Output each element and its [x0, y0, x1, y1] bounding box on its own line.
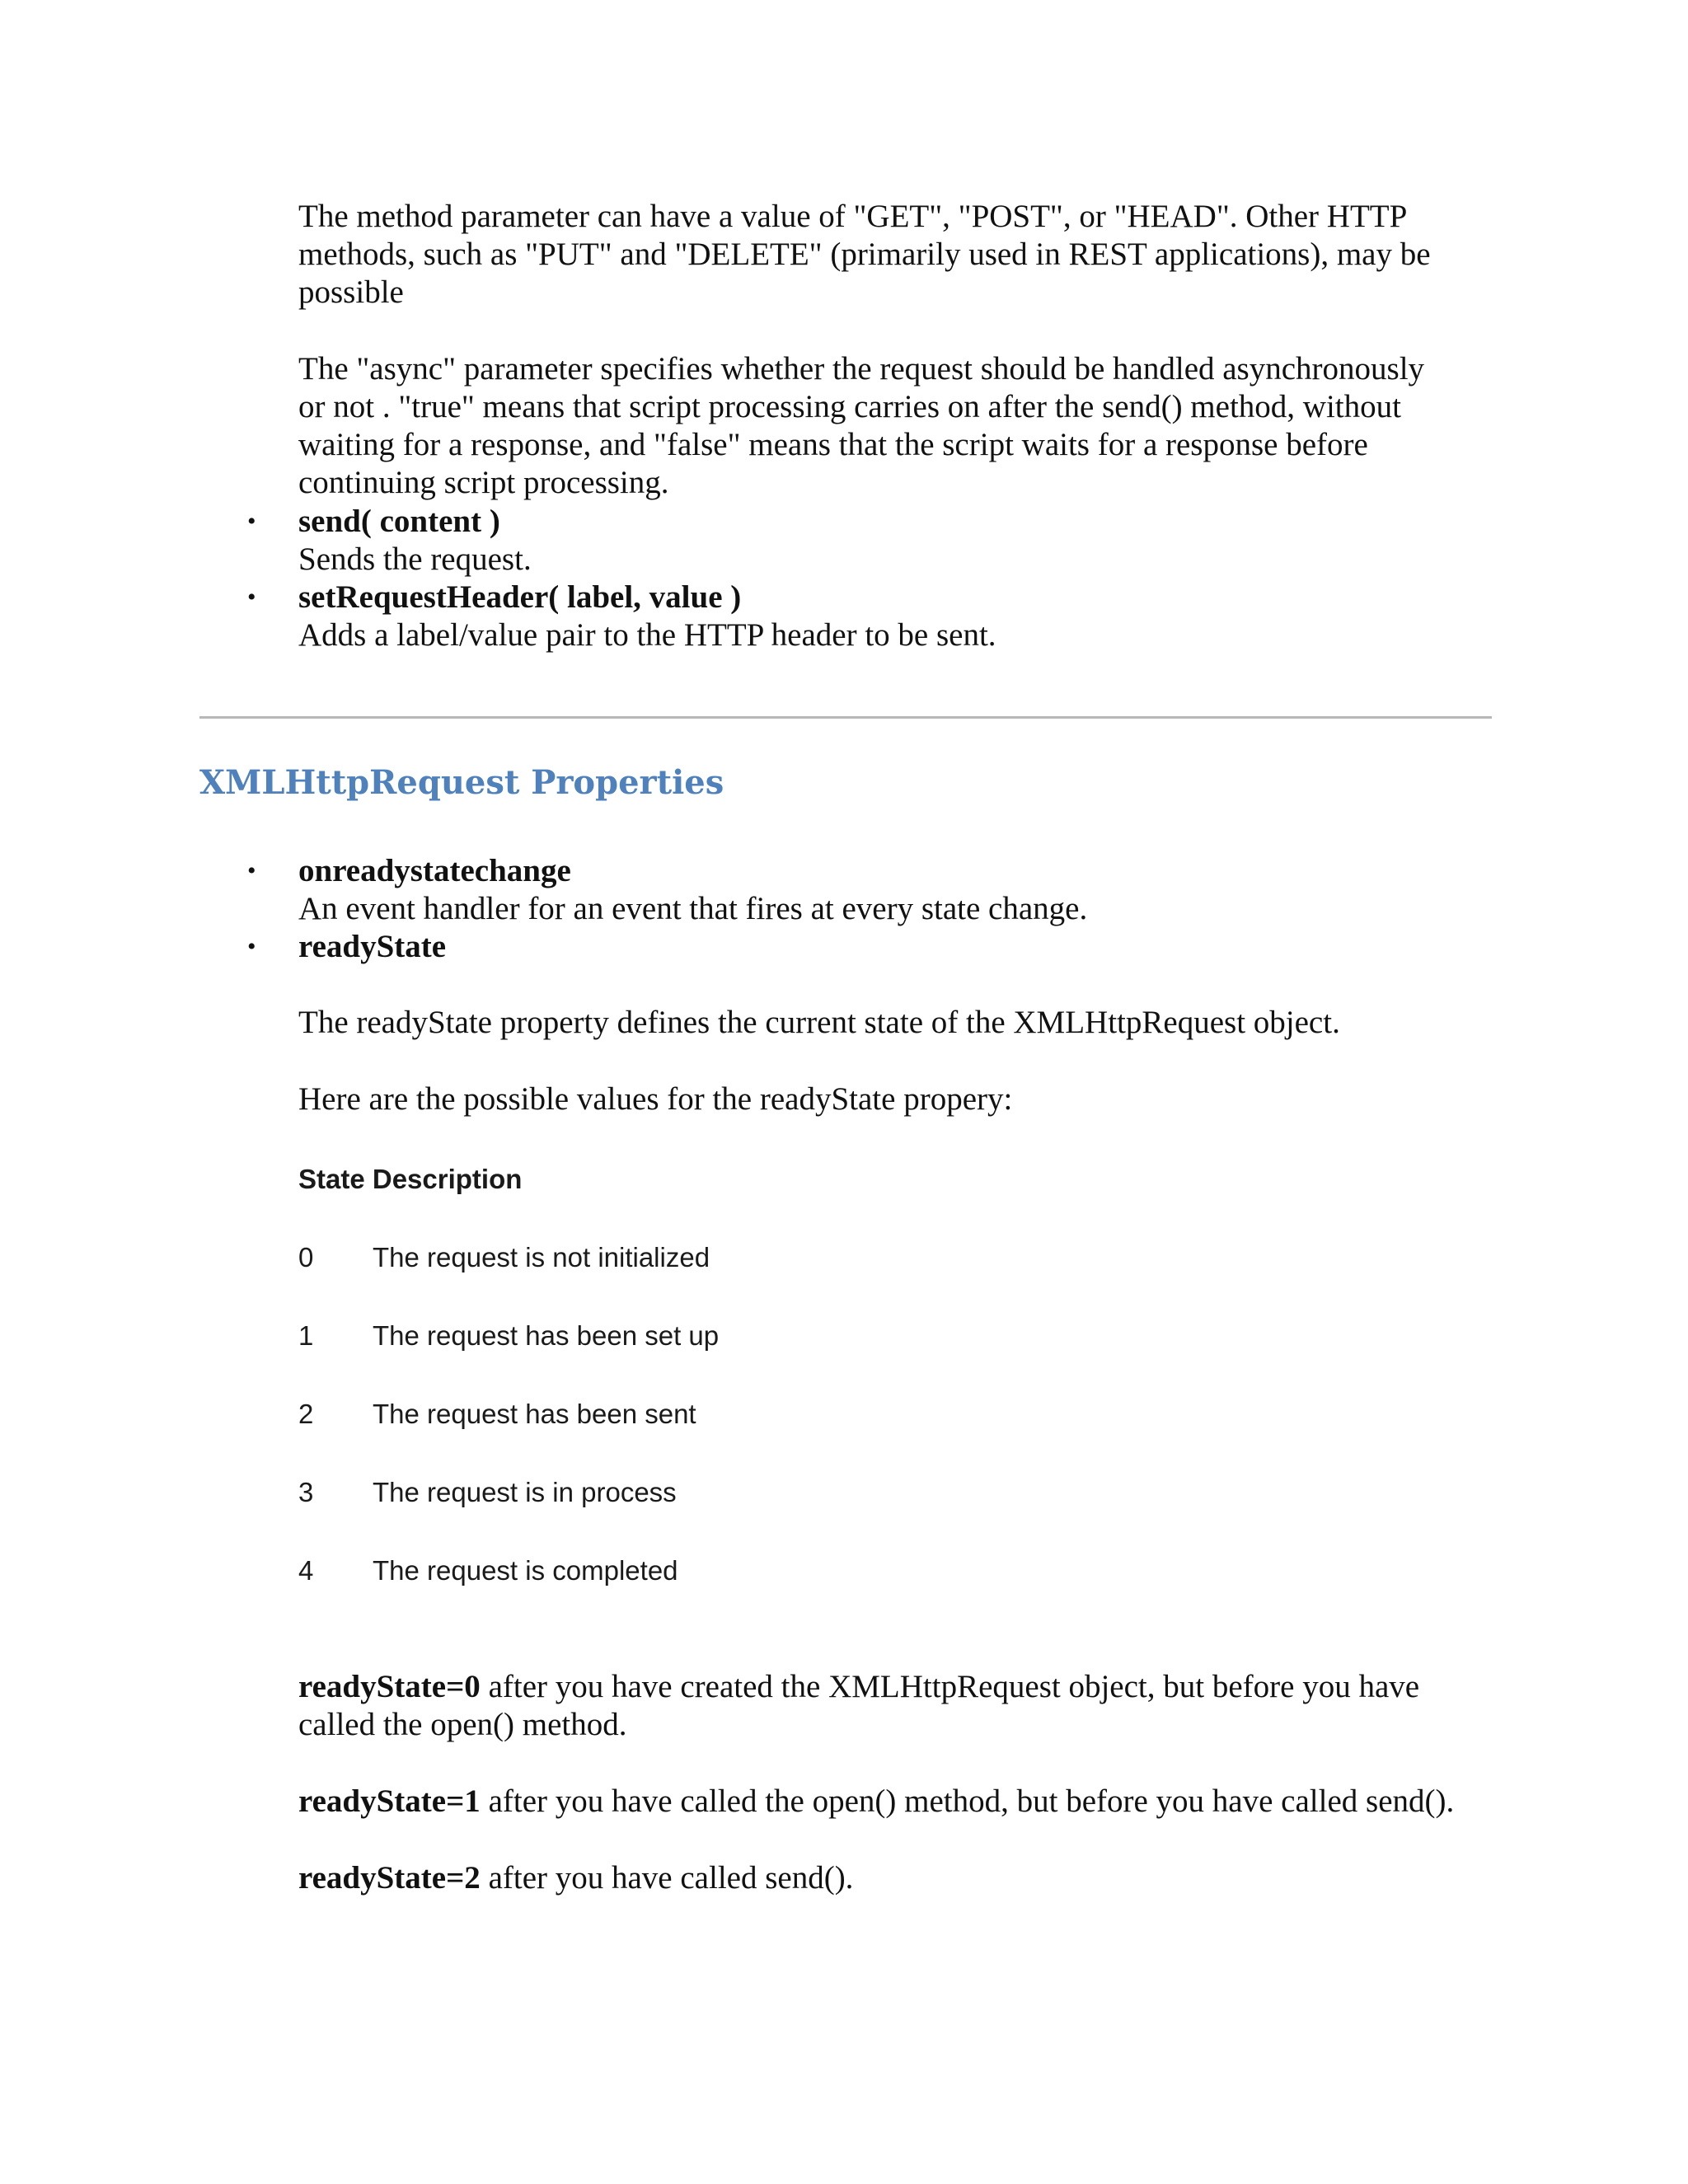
text-line: methods, such as "PUT" and "DELETE" (primarily used in REST applications), may be	[298, 237, 1431, 272]
state-value: 2	[298, 1399, 314, 1429]
readystate-1-label: readyState=1	[298, 1783, 481, 1819]
property-readystate-title: readyState	[298, 929, 447, 964]
state-description: The request has been set up	[373, 1320, 720, 1351]
text-line: continuing script processing.	[298, 465, 669, 500]
readystate-values-intro: Here are the possible values for the readyState propery:	[298, 1081, 1013, 1117]
async-parameter-paragraph	[298, 350, 1485, 502]
readystate-1-text: after you have called the open() method, but before you have called send().	[480, 1783, 1455, 1819]
readystate-1-note	[298, 1783, 1485, 1821]
state-value: 3	[298, 1477, 314, 1507]
text-line: possible	[298, 274, 404, 310]
text-line	[298, 1668, 1485, 1706]
method-send-description: Sends the request.	[298, 541, 532, 577]
bullet-icon: •	[247, 857, 256, 884]
readystate-2-text: after you have called send().	[480, 1860, 854, 1896]
section-heading: XMLHttpRequest Properties	[199, 763, 724, 802]
text-line: The "async" parameter specifies whether the request should be handled asynchronously	[298, 351, 1425, 387]
readystate-0-label: readyState=0	[298, 1669, 481, 1704]
text-line: The method parameter can have a value of "GET", "POST", or "HEAD". Other HTTP	[298, 199, 1408, 234]
text-line: waiting for a response, and "false" means that the script waits for a response before	[298, 427, 1368, 462]
method-setrequestheader-description: Adds a label/value pair to the HTTP header to be sent.	[298, 617, 996, 653]
method-send-title: send( content )	[298, 504, 500, 539]
property-onreadystatechange-title: onreadystatechange	[298, 853, 571, 888]
method-parameter-paragraph	[298, 198, 1485, 312]
readystate-0-text: after you have created the XMLHttpRequest object, but before you have	[480, 1669, 1420, 1704]
state-description: The request is completed	[373, 1555, 678, 1586]
readystate-intro: The readyState property defines the current state of the XMLHttpRequest object.	[298, 1005, 1340, 1040]
state-table-header: State Description	[298, 1164, 523, 1194]
property-onreadystatechange-description: An event handler for an event that fires at every state change.	[298, 891, 1088, 926]
text-line: called the open() method.	[298, 1707, 627, 1742]
bullet-icon: •	[247, 933, 256, 960]
readystate-0-note	[298, 1668, 1485, 1744]
method-setrequestheader-title: setRequestHeader( label, value )	[298, 579, 742, 615]
state-value: 4	[298, 1555, 314, 1586]
text-line: or not . "true" means that script processing carries on after the send() method, without	[298, 389, 1401, 424]
state-description: The request has been sent	[373, 1399, 696, 1429]
horizontal-divider	[199, 716, 1492, 719]
state-value: 1	[298, 1320, 314, 1351]
bullet-icon: •	[247, 583, 256, 611]
readystate-2-note	[298, 1859, 1485, 1897]
state-description: The request is not initialized	[373, 1242, 710, 1272]
state-description: The request is in process	[373, 1477, 677, 1507]
readystate-2-label: readyState=2	[298, 1860, 481, 1896]
bullet-icon: •	[247, 508, 256, 535]
state-value: 0	[298, 1242, 314, 1272]
